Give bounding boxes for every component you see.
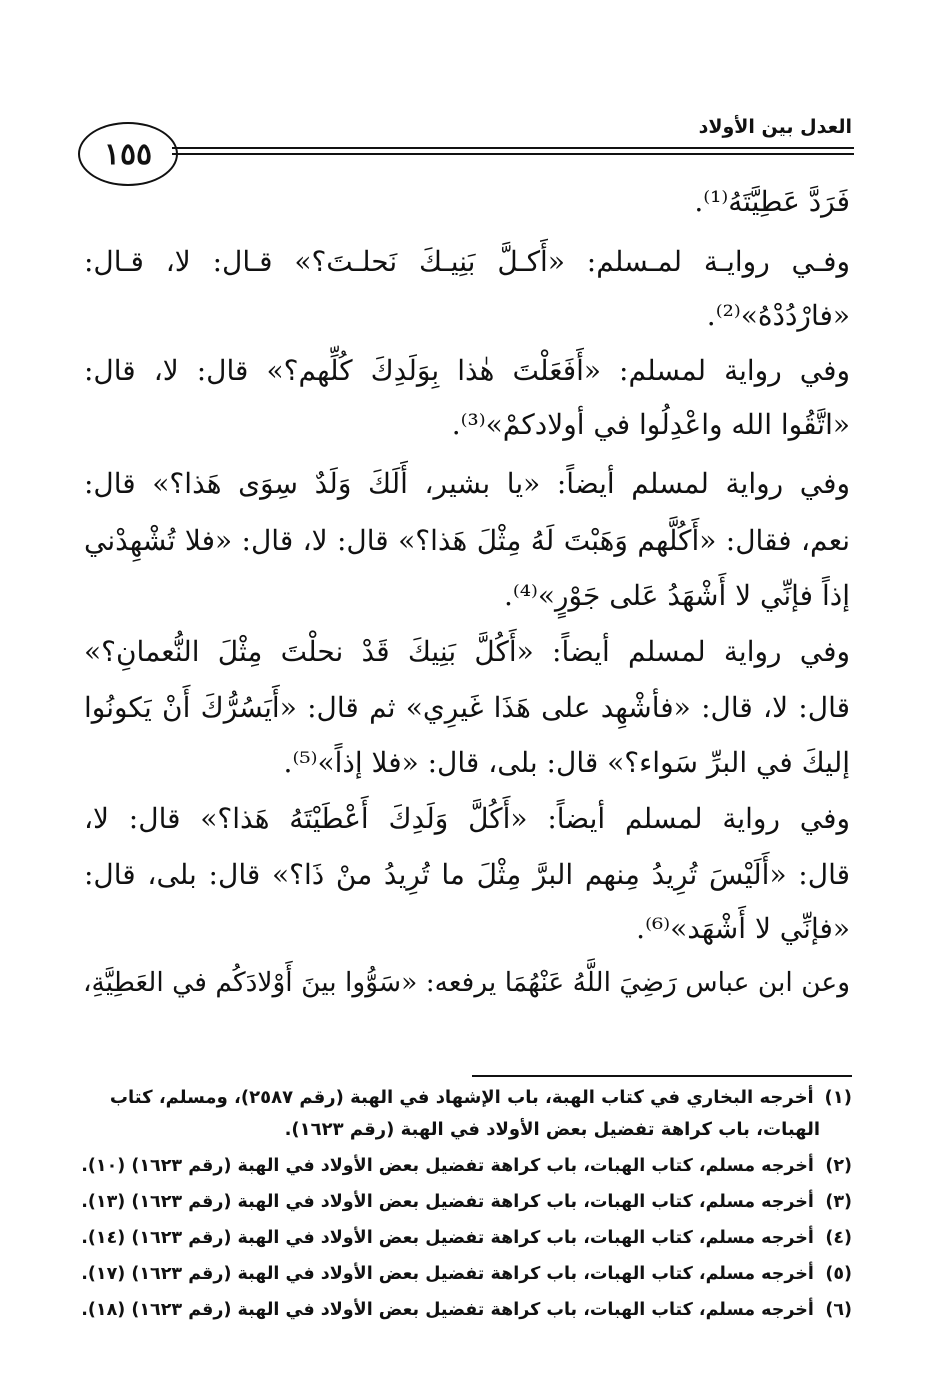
body-line: نعم، فقال: «أَكُلَّهم وَهَبْتَ لَهُ مِثْلَ هَذا؟» قال: لا، قال: «فلا تُشْهِدْني bbox=[84, 524, 850, 557]
body-line: وفي رواية لمسلم أيضاً: «أَكُلَّ بَنِيكَ قَدْ نحلْتَ مِثْلَ النُّعمانِ؟» bbox=[84, 635, 850, 668]
footnote bbox=[80, 1186, 852, 1218]
body-line: وفي رواية لمسلم: «أَفَعَلْتَ هٰذا بِوَلَدِكَ كُلِّهم؟» قال: لا، قال: bbox=[84, 354, 850, 387]
footnote-number: (١) bbox=[824, 1087, 852, 1108]
footnote-separator bbox=[472, 1075, 852, 1077]
body-line: إذاً فإنِّي لا أَشْهَدُ عَلى جَوْرٍ»⁽⁴⁾. bbox=[503, 579, 850, 612]
body-line: قال: «أَلَيْسَ تُرِيدُ مِنهم البرَّ مِثْلَ ما تُرِيدُ منْ ذَا؟» قال: بلى، قال: bbox=[84, 858, 850, 891]
footnote bbox=[80, 1294, 852, 1326]
body-line: «اتَّقُوا الله واعْدِلُوا في أولادكمْ»⁽³⁾. bbox=[451, 408, 850, 441]
footnote-text: أخرجه مسلم، كتاب الهبات، باب كراهة تفضيل بعض الأولاد في الهبة (رقم ١٦٢٣) (١٤). bbox=[81, 1228, 814, 1248]
body-line: «فارْدُدْهُ»⁽²⁾. bbox=[706, 299, 850, 332]
footnote bbox=[80, 1222, 852, 1254]
body-line: قال: لا، قال: «فأشْهِد على هَذَا غَيرِي» ثم قال: «أَيَسُرُّكَ أَنْ يَكونُوا bbox=[84, 691, 850, 724]
footnote-text: أخرجه البخاري في كتاب الهبة، باب الإشهاد في الهبة (رقم ٢٥٨٧)، ومسلم، كتاب bbox=[109, 1087, 814, 1108]
footnote-number: (٤) bbox=[825, 1228, 852, 1248]
body-line: وفـي روايـة لمـسلم: «أَكـلَّ بَنِيـكَ نَحلـتَ؟» قـال: لا، قـال: bbox=[84, 245, 850, 278]
footnote-text: أخرجه مسلم، كتاب الهبات، باب كراهة تفضيل بعض الأولاد في الهبة (رقم ١٦٢٣) (١٨). bbox=[81, 1300, 814, 1320]
footnote-continuation: الهبات، باب كراهة تفضيل بعض الأولاد في الهبة (رقم ١٦٢٣). bbox=[284, 1119, 820, 1140]
footnote bbox=[80, 1082, 852, 1114]
footnote-number: (٢) bbox=[825, 1156, 852, 1176]
body-line: وفي رواية لمسلم أيضاً: «أَكُلَّ وَلَدِكَ أَعْطَيْتَهُ هَذا؟» قال: لا، bbox=[84, 802, 850, 835]
footnote-number: (٦) bbox=[825, 1300, 852, 1320]
body-line: وعن ابن عباس رَضِيَ اللَّهُ عَنْهُمَا يرفعه: «سَوُّوا بينَ أَوْلادَكُم في العَطِيَّةِ، bbox=[83, 967, 850, 998]
footnote-number: (٣) bbox=[825, 1192, 852, 1212]
page-number: ١٥٥ bbox=[103, 136, 153, 172]
body-line: «فإنِّي لا أَشْهَد»⁽⁶⁾. bbox=[636, 912, 850, 945]
footnote bbox=[80, 1258, 852, 1290]
footnote-text: أخرجه مسلم، كتاب الهبات، باب كراهة تفضيل بعض الأولاد في الهبة (رقم ١٦٢٣) (١٧). bbox=[81, 1264, 814, 1284]
footnote-number: (٥) bbox=[825, 1264, 852, 1284]
footnote-text: أخرجه مسلم، كتاب الهبات، باب كراهة تفضيل بعض الأولاد في الهبة (رقم ١٦٢٣) (١٣). bbox=[81, 1192, 814, 1212]
header-rule-top bbox=[172, 147, 854, 149]
running-title: العدل بين الأولاد bbox=[698, 116, 852, 138]
body-line: إليكَ في البرِّ سَواء؟» قال: بلى، قال: «فلا إذاً»⁽⁵⁾. bbox=[283, 746, 850, 779]
body-line: فَرَدَّ عَطِيَّتَهُ⁽¹⁾. bbox=[694, 185, 850, 218]
footnote-text: أخرجه مسلم، كتاب الهبات، باب كراهة تفضيل بعض الأولاد في الهبة (رقم ١٦٢٣) (١٠). bbox=[81, 1156, 814, 1176]
body-line: وفي رواية لمسلم أيضاً: «يا بشير، أَلَكَ وَلَدٌ سِوَى هَذا؟» قال: bbox=[84, 467, 850, 500]
footnote bbox=[80, 1150, 852, 1182]
header-rule-bottom bbox=[172, 153, 854, 155]
